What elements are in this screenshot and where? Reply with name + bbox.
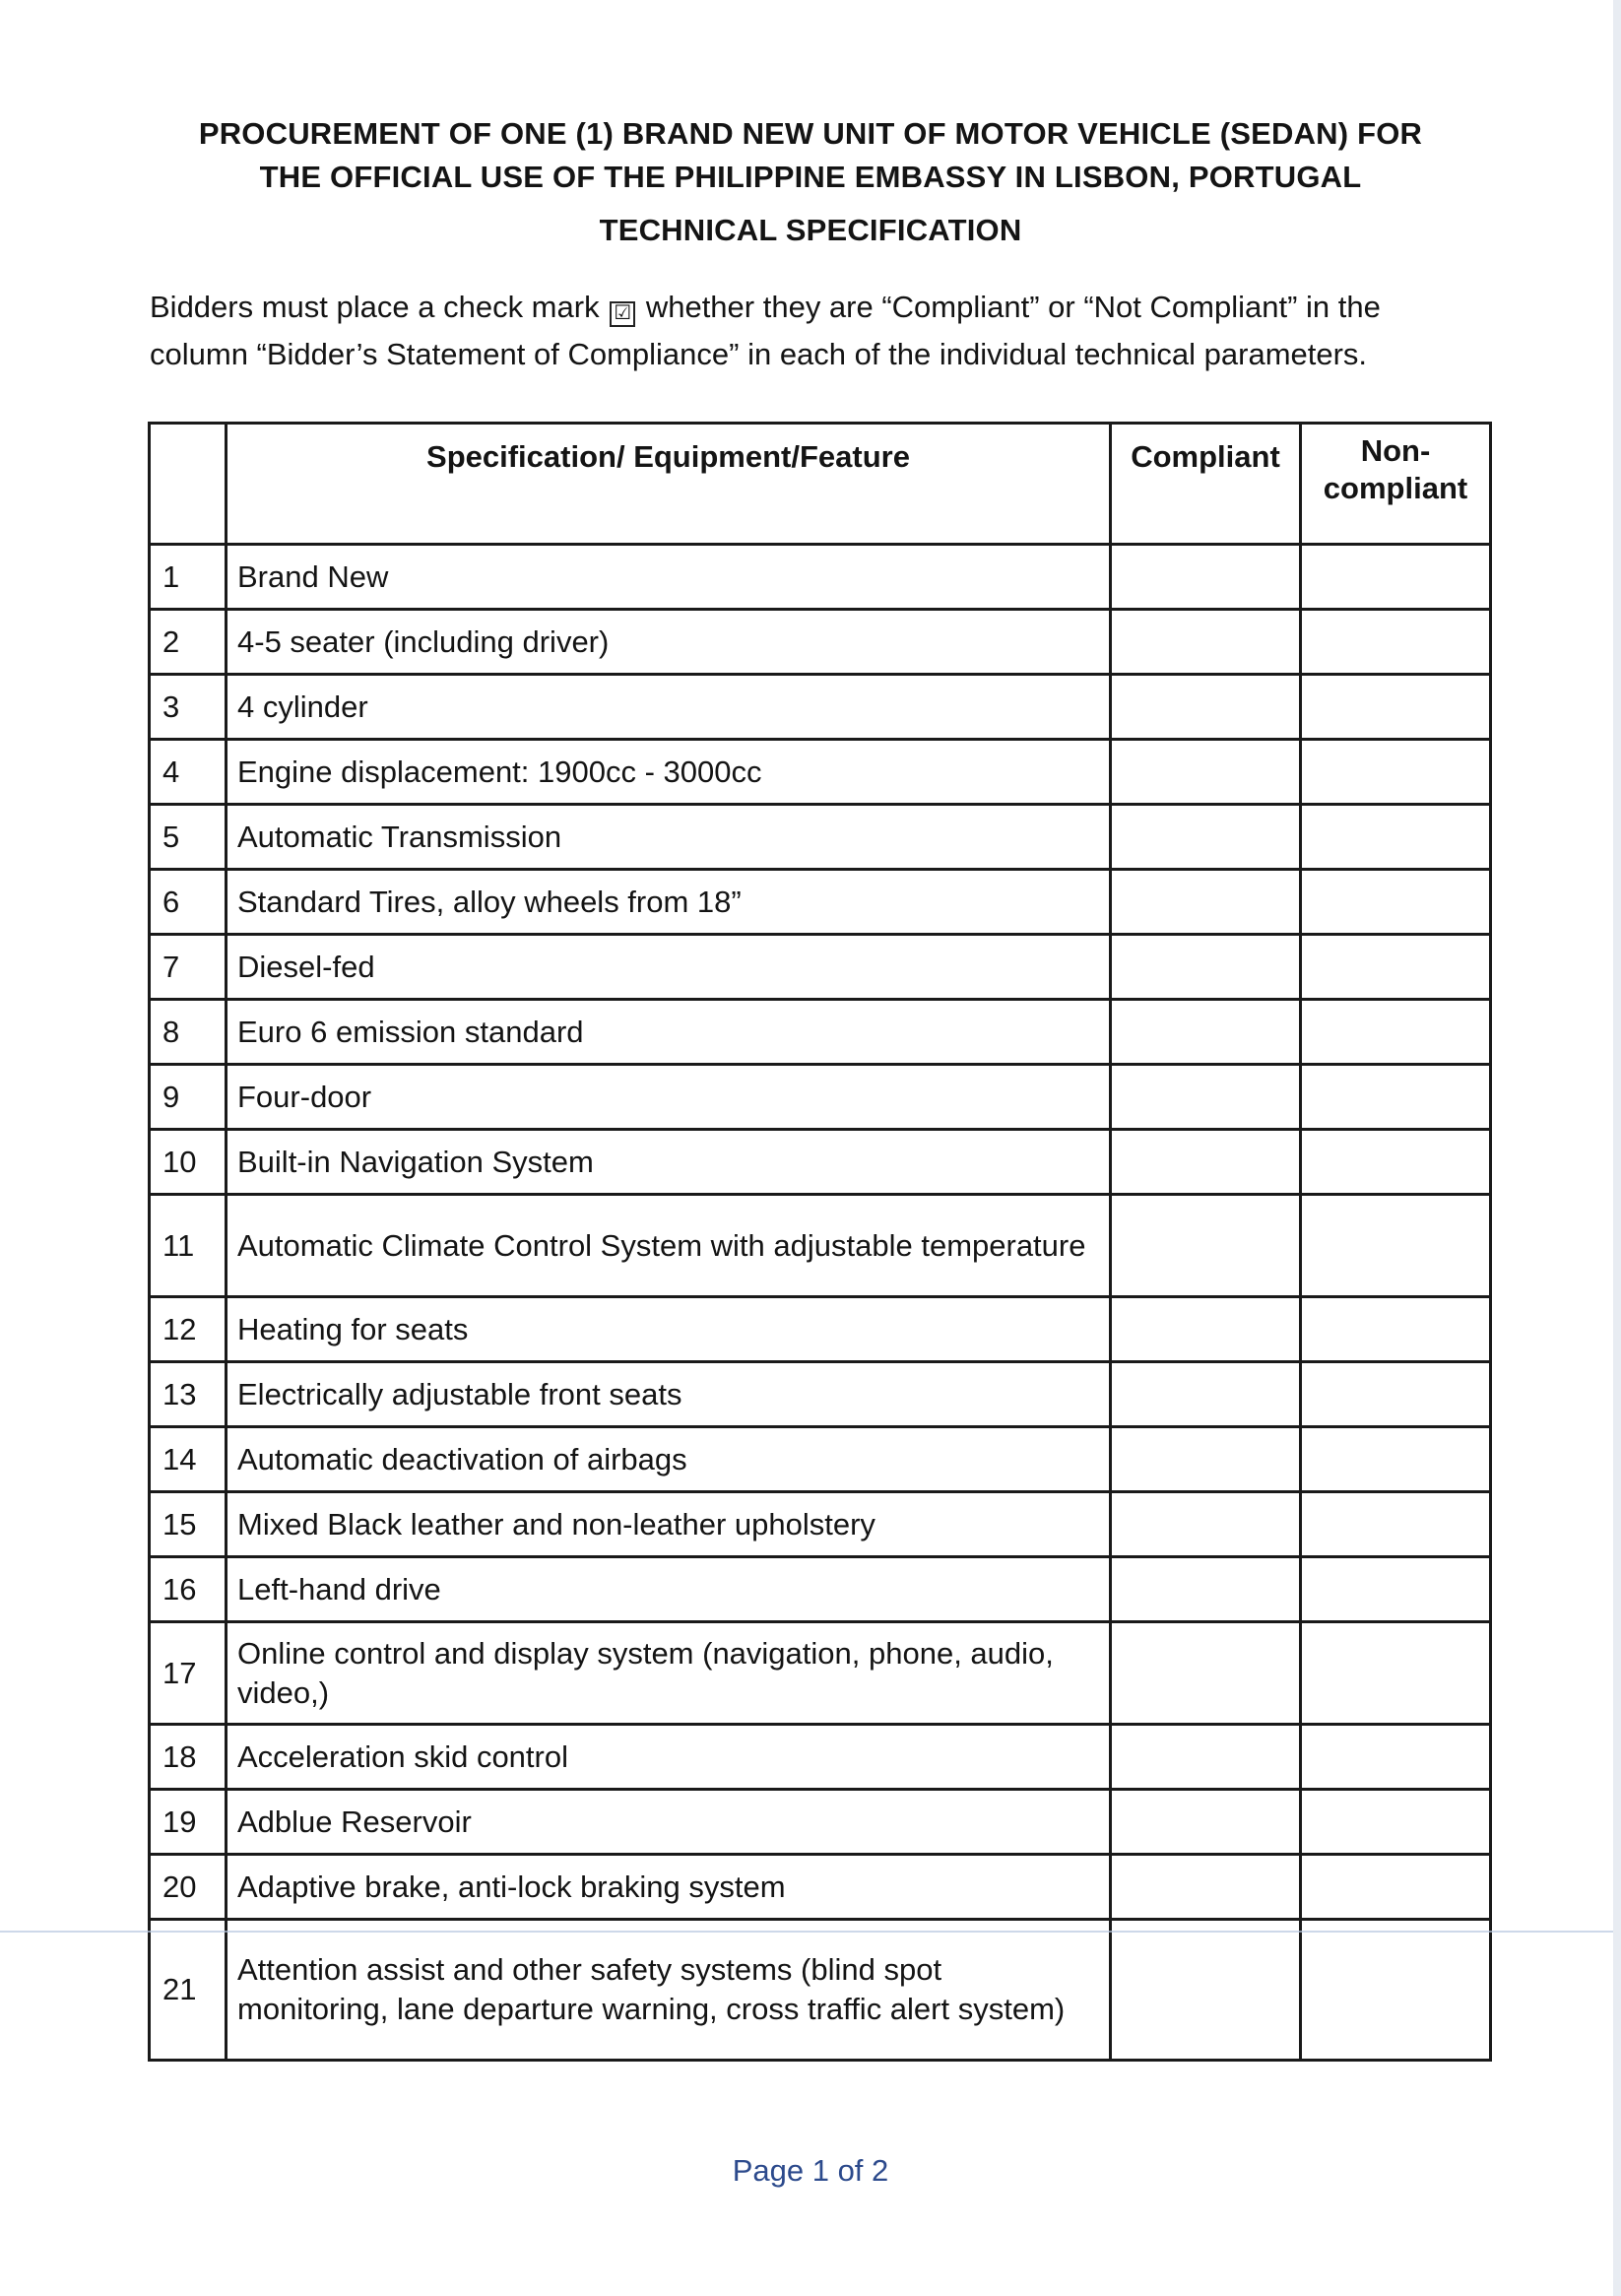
row-specification: Automatic deactivation of airbags — [237, 1441, 687, 1476]
non-compliant-checkbox-cell[interactable] — [1301, 1000, 1491, 1065]
row-number: 10 — [150, 1130, 227, 1195]
row-number: 4 — [150, 740, 227, 805]
non-compliant-checkbox-cell[interactable] — [1301, 1297, 1491, 1362]
page-number-footer: Page 1 of 2 — [732, 2153, 889, 2188]
row-number: 15 — [150, 1492, 227, 1557]
table-row — [150, 1000, 1491, 1065]
row-specification-cell — [227, 545, 1111, 610]
row-specification-cell — [227, 1725, 1111, 1790]
row-specification-cell — [227, 805, 1111, 870]
table-row — [150, 1130, 1491, 1195]
non-compliant-checkbox-cell[interactable] — [1301, 870, 1491, 935]
row-specification: Mixed Black leather and non-leather upholstery — [237, 1506, 875, 1542]
row-specification: Attention assist and other safety systems (blind spot monitoring, lane departure warning, cross traffic alert system) — [237, 1952, 1066, 2026]
row-specification-cell — [227, 1622, 1111, 1725]
row-number: 8 — [150, 1000, 227, 1065]
compliant-checkbox-cell[interactable] — [1111, 675, 1301, 740]
non-compliant-checkbox-cell[interactable] — [1301, 1725, 1491, 1790]
row-specification: Brand New — [237, 558, 389, 594]
compliant-checkbox-cell[interactable] — [1111, 1000, 1301, 1065]
non-compliant-checkbox-cell[interactable] — [1301, 1557, 1491, 1622]
specification-table — [148, 422, 1492, 2062]
table-row — [150, 1622, 1491, 1725]
table-row — [150, 1427, 1491, 1492]
table-row — [150, 1790, 1491, 1855]
row-number: 6 — [150, 870, 227, 935]
document-subtitle: TECHNICAL SPECIFICATION — [599, 213, 1022, 247]
non-compliant-checkbox-cell[interactable] — [1301, 675, 1491, 740]
table-row — [150, 1065, 1491, 1130]
row-specification: Adaptive brake, anti-lock braking system — [237, 1869, 786, 1904]
compliant-checkbox-cell[interactable] — [1111, 1427, 1301, 1492]
non-compliant-checkbox-cell[interactable] — [1301, 1427, 1491, 1492]
document-title-line-1: PROCUREMENT OF ONE (1) BRAND NEW UNIT OF MOTOR VEHICLE (SEDAN) FOR — [198, 116, 1423, 151]
compliant-checkbox-cell[interactable] — [1111, 1130, 1301, 1195]
row-specification: Online control and display system (navigation, phone, audio, video,) — [237, 1635, 1054, 1710]
row-number: 19 — [150, 1790, 227, 1855]
row-specification: Electrically adjustable front seats — [237, 1376, 682, 1411]
non-compliant-checkbox-cell[interactable] — [1301, 1920, 1491, 2061]
table-row — [150, 675, 1491, 740]
table-row — [150, 805, 1491, 870]
row-number: 2 — [150, 610, 227, 675]
non-compliant-checkbox-cell[interactable] — [1301, 1622, 1491, 1725]
table-row — [150, 545, 1491, 610]
compliant-checkbox-cell[interactable] — [1111, 740, 1301, 805]
row-specification: Four-door — [237, 1079, 372, 1114]
non-compliant-checkbox-cell[interactable] — [1301, 1855, 1491, 1920]
instructions-text-after: whether they are “Compliant” or “Not Compliant” in the column “Bidder’s Statement of Compliance” in each of the individual technical parameters. — [150, 290, 1381, 371]
row-number: 9 — [150, 1065, 227, 1130]
scan-artifact-line — [0, 1931, 1621, 1933]
row-specification: Heating for seats — [237, 1311, 469, 1346]
compliant-checkbox-cell[interactable] — [1111, 1622, 1301, 1725]
instructions-paragraph — [150, 284, 1469, 378]
row-specification: 4-5 seater (including driver) — [237, 623, 610, 659]
row-number: 18 — [150, 1725, 227, 1790]
compliant-checkbox-cell[interactable] — [1111, 1920, 1301, 2061]
non-compliant-checkbox-cell[interactable] — [1301, 1492, 1491, 1557]
non-compliant-checkbox-cell[interactable] — [1301, 1362, 1491, 1427]
compliant-checkbox-cell[interactable] — [1111, 935, 1301, 1000]
header-specification: Specification/ Equipment/Feature — [227, 424, 1111, 545]
compliant-checkbox-cell[interactable] — [1111, 1195, 1301, 1297]
row-specification-cell — [227, 1492, 1111, 1557]
row-specification-cell — [227, 1297, 1111, 1362]
compliant-checkbox-cell[interactable] — [1111, 805, 1301, 870]
compliant-checkbox-cell[interactable] — [1111, 1065, 1301, 1130]
row-specification: Automatic Transmission — [237, 819, 562, 854]
row-specification-cell — [227, 1130, 1111, 1195]
header-non-compliant: Non-compliant — [1301, 424, 1491, 545]
table-row — [150, 740, 1491, 805]
non-compliant-checkbox-cell[interactable] — [1301, 1130, 1491, 1195]
row-number: 5 — [150, 805, 227, 870]
row-specification-cell — [227, 1790, 1111, 1855]
table-row — [150, 1362, 1491, 1427]
header-number — [150, 424, 227, 545]
row-number: 3 — [150, 675, 227, 740]
compliant-checkbox-cell[interactable] — [1111, 1725, 1301, 1790]
row-specification-cell — [227, 935, 1111, 1000]
row-specification: Standard Tires, alloy wheels from 18” — [237, 884, 742, 919]
row-specification-cell — [227, 1065, 1111, 1130]
non-compliant-checkbox-cell[interactable] — [1301, 1065, 1491, 1130]
row-number: 7 — [150, 935, 227, 1000]
row-specification-cell — [227, 1427, 1111, 1492]
row-number: 16 — [150, 1557, 227, 1622]
non-compliant-checkbox-cell[interactable] — [1301, 740, 1491, 805]
check-mark-icon: ☑ — [610, 301, 635, 327]
non-compliant-checkbox-cell[interactable] — [1301, 1790, 1491, 1855]
compliant-checkbox-cell[interactable] — [1111, 545, 1301, 610]
row-number: 11 — [150, 1195, 227, 1297]
row-specification-cell — [227, 675, 1111, 740]
row-specification: Built-in Navigation System — [237, 1144, 594, 1179]
compliant-checkbox-cell[interactable] — [1111, 1297, 1301, 1362]
row-specification-cell — [227, 1195, 1111, 1297]
table-body — [150, 545, 1491, 2061]
row-specification: Adblue Reservoir — [237, 1804, 472, 1839]
non-compliant-checkbox-cell[interactable] — [1301, 935, 1491, 1000]
table-row — [150, 1557, 1491, 1622]
compliant-checkbox-cell[interactable] — [1111, 1790, 1301, 1855]
row-number: 14 — [150, 1427, 227, 1492]
row-number: 1 — [150, 545, 227, 610]
row-specification: Euro 6 emission standard — [237, 1014, 584, 1049]
table-row — [150, 935, 1491, 1000]
row-specification: Left-hand drive — [237, 1571, 441, 1607]
non-compliant-checkbox-cell[interactable] — [1301, 610, 1491, 675]
row-specification-cell — [227, 1557, 1111, 1622]
compliant-checkbox-cell[interactable] — [1111, 1362, 1301, 1427]
document-title-line-2: THE OFFICIAL USE OF THE PHILIPPINE EMBASSY IN LISBON, PORTUGAL — [259, 160, 1362, 194]
instructions-text-before: Bidders must place a check mark — [150, 290, 600, 324]
row-specification-cell — [227, 610, 1111, 675]
non-compliant-checkbox-cell[interactable] — [1301, 805, 1491, 870]
row-specification-cell — [227, 1000, 1111, 1065]
non-compliant-checkbox-cell[interactable] — [1301, 545, 1491, 610]
row-number: 21 — [150, 1920, 227, 2061]
row-number: 12 — [150, 1297, 227, 1362]
table-row — [150, 870, 1491, 935]
row-specification-cell — [227, 1855, 1111, 1920]
row-specification-cell — [227, 870, 1111, 935]
compliant-checkbox-cell[interactable] — [1111, 1855, 1301, 1920]
row-specification: 4 cylinder — [237, 689, 368, 724]
row-specification-cell — [227, 740, 1111, 805]
compliant-checkbox-cell[interactable] — [1111, 1492, 1301, 1557]
row-number: 17 — [150, 1622, 227, 1725]
header-compliant: Compliant — [1111, 424, 1301, 545]
row-specification: Diesel-fed — [237, 949, 375, 984]
non-compliant-checkbox-cell[interactable] — [1301, 1195, 1491, 1297]
table-row — [150, 1297, 1491, 1362]
scan-edge-shade — [1613, 0, 1621, 2296]
table-row — [150, 1725, 1491, 1790]
row-specification: Acceleration skid control — [237, 1738, 568, 1774]
row-number: 13 — [150, 1362, 227, 1427]
table-row — [150, 1492, 1491, 1557]
compliant-checkbox-cell[interactable] — [1111, 610, 1301, 675]
compliant-checkbox-cell[interactable] — [1111, 1557, 1301, 1622]
row-specification: Automatic Climate Control System with adjustable temperature — [237, 1227, 1086, 1263]
row-specification-cell — [227, 1362, 1111, 1427]
table-row — [150, 1195, 1491, 1297]
row-specification-cell — [227, 1920, 1111, 2061]
table-row — [150, 610, 1491, 675]
row-specification: Engine displacement: 1900cc - 3000cc — [237, 754, 762, 789]
compliant-checkbox-cell[interactable] — [1111, 870, 1301, 935]
table-row — [150, 1855, 1491, 1920]
table-row — [150, 1920, 1491, 2061]
table-header-row — [150, 424, 1491, 545]
row-number: 20 — [150, 1855, 227, 1920]
